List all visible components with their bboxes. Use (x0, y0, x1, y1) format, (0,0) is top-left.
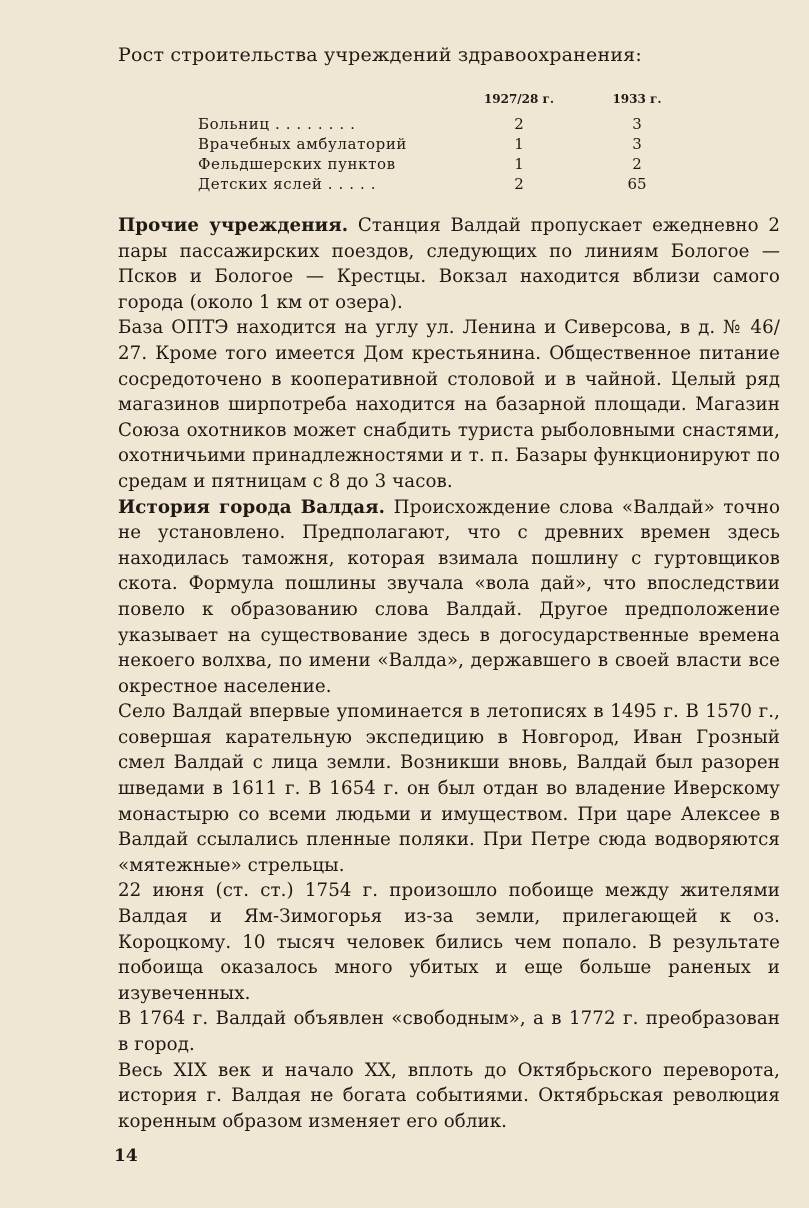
paragraph-text: Станция Валдай пропускает ежедневно 2 пары пассажирских поездов, следующих по линиям Бологое — Псков и Бологое — Крестцы. Вокзал находится вблизи самого города (около 1 км от озера). (118, 215, 780, 313)
row-label: Фельдшерских пунктов (198, 155, 396, 173)
table-header-row (198, 92, 692, 114)
row-value-1933: 3 (632, 115, 642, 133)
table-row (198, 154, 692, 174)
paragraph-base-opte: База ОПТЭ находится на углу ул. Ленина и Сиверсова, в д. № 46/ 27. Кроме того имеется Дом крестьянина. Общественное питание сосредоточено в кооперативной столовой и в чайной. Целый ряд магазинов ширпотреба находится на базарной площади. Магазин Союза охотников может снабдить туриста рыболовными снастями, охотничьими принадлежностями и т. п. Базары функционируют по средам и пятницам с 8 до 3 часов. (118, 317, 780, 492)
header-col-1933: 1933 г. (612, 92, 662, 106)
row-value-1933: 3 (632, 135, 642, 153)
table-row (198, 174, 692, 194)
row-value-1927: 1 (514, 135, 524, 153)
section-title-other-institutions: Прочие учреждения. (118, 215, 349, 236)
table-row (198, 134, 692, 154)
row-label: Больниц . . . . . . . . (198, 115, 356, 133)
paragraph-text: Происхождение слова «Валдай» точно не установлено. Предполагают, что с древних времен здесь находилась таможня, которая взимала пошлину с гуртовщиков скота. Формула пошлины звучала «вола дай», что впоследствии повело к образованию слова Валдай. Другое предположение указывает на существование здесь в догосударственные времена некоего волхва, по имени «Валда», державшего в своей власти все окрестное население. (118, 496, 780, 697)
table-row (198, 114, 692, 134)
header-col-1927: 1927/28 г. (483, 92, 555, 106)
row-value-1927: 2 (514, 175, 524, 193)
paragraph-19th-century: Весь XIX век и начало XX, вплоть до Октябрьского переворота, история г. Валдая не богата событиями. Октябрьская революция коренным образом изменяет его облик. (118, 1059, 780, 1132)
row-value-1927: 2 (514, 115, 524, 133)
row-label: Врачебных амбулаторий (198, 135, 408, 153)
paragraph-free-city: В 1764 г. Валдай объявлен «свободным», а в 1772 г. преобразован в город. (118, 1008, 780, 1055)
row-label: Детских яслей . . . . . (198, 175, 377, 193)
row-value-1933: 2 (632, 155, 642, 173)
paragraph-other-institutions (118, 213, 780, 315)
header-name-col (198, 92, 456, 114)
paragraph-first-mention: Село Валдай впервые упоминается в летописях в 1495 г. В 1570 г., совершая карательную экспедицию в Новгород, Иван Грозный смел Валдай с лица земли. Возникши вновь, Валдай был разорен шведами в 1611 г. В 1654 г. он был отдан во владение Иверскому монастырю со всеми людьми и имуществом. При царе Алексее в Валдай ссылались пленные поляки. При Петре сюда водворяются «мятежные» стрельцы. (118, 701, 780, 876)
page-number: 14 (114, 1146, 138, 1166)
main-text (118, 213, 780, 1134)
healthcare-growth-table (198, 92, 692, 194)
section-title-city-history: История города Валдая. (118, 496, 386, 518)
row-value-1927: 1 (514, 155, 524, 173)
paragraph-battle-1754: 22 июня (ст. ст.) 1754 г. произошло побоище между жителями Валдая и Ям-Зимогорья из-за земли, прилегающей к оз. Короцкому. 10 тысяч человек бились чем попало. В результате побоища оказалось много убитых и еще больше раненых и изувеченных. (118, 880, 780, 1004)
paragraph-city-history (118, 495, 780, 700)
row-value-1933: 65 (627, 175, 647, 193)
table-heading: Рост строительства учреждений здравоохранения: (118, 44, 642, 66)
